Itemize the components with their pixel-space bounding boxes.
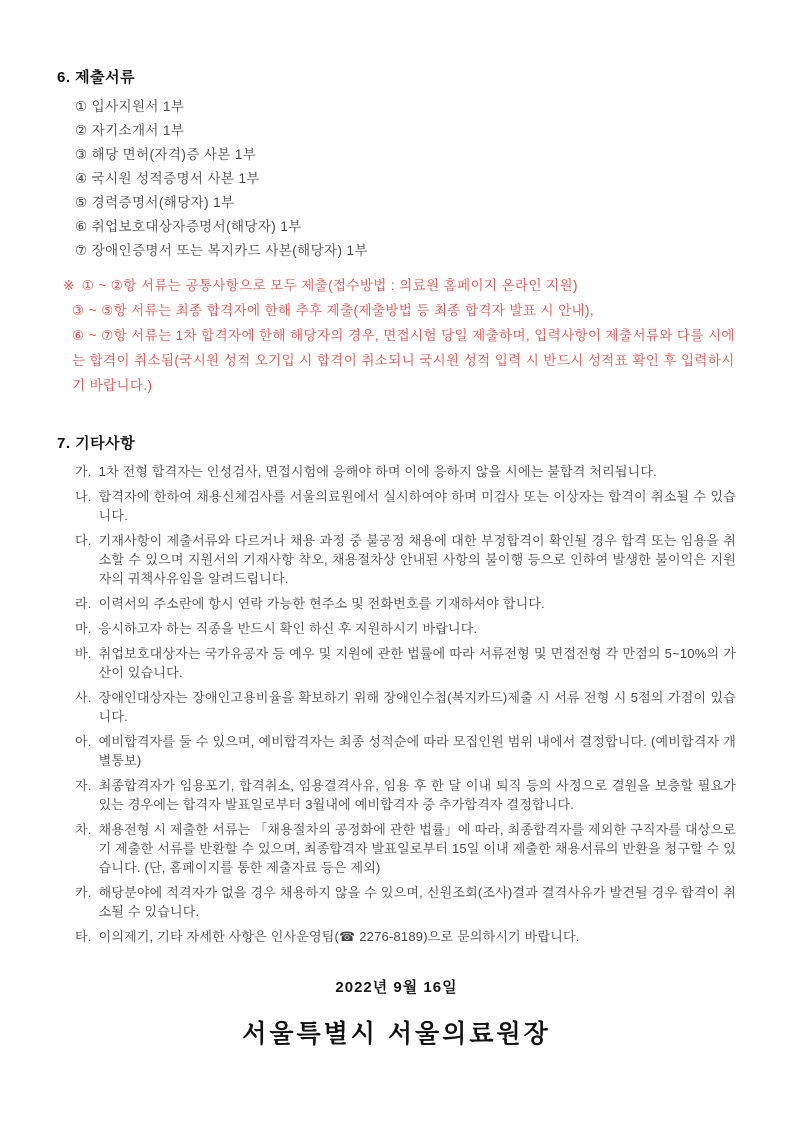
- item-label: 바.: [75, 646, 92, 661]
- reference-mark: ※: [63, 278, 75, 293]
- submission-document-item: ⑥ 취업보호대상자증명서(해당자) 1부: [75, 219, 302, 234]
- item-label: 차.: [75, 822, 92, 837]
- submission-document-item: ② 자기소개서 1부: [75, 123, 185, 138]
- item-text: 채용전형 시 제출한 서류는 「채용절차의 공정화에 관한 법률」에 따라, 최종합격자를 제외한 구직자를 대상으로 기 제출한 서류를 반환할 수 있으며, 최종합격자 발표일로부터 15일 이내 제출한 채용서류의 반환을 청구할 수 있습니다. (단, 홈페이지를 통한 제출자료 등은 제외): [98, 822, 736, 875]
- section-6-heading: 6. 제출서류: [57, 69, 136, 86]
- submission-document-item: ④ 국시원 성적증명서 사본 1부: [75, 171, 260, 186]
- item-label: 아.: [75, 734, 92, 749]
- item-text: 응시하고자 하는 직종을 반드시 확인 하신 후 지원하시기 바랍니다.: [98, 621, 478, 636]
- item-text: 이력서의 주소란에 항시 연락 가능한 현주소 및 전화번호를 기재하셔야 합니다.: [98, 596, 545, 611]
- other-matter-item: [75, 776, 736, 814]
- section-7-heading: 7. 기타사항: [57, 435, 136, 452]
- signatory-title: 서울특별시 서울의료원장: [242, 1020, 551, 1048]
- item-text: 최종합격자가 임용포기, 합격취소, 임용결격사유, 임용 후 한 달 이내 퇴직 등의 사정으로 결원을 보충할 필요가 있는 경우에는 합격자 발표일로부터 3월내에 예비합격자 중 추가합격자 결정합니다.: [98, 778, 736, 812]
- document-footer: [57, 976, 736, 1050]
- other-matter-item: [75, 594, 736, 613]
- submission-red-note: [63, 273, 735, 398]
- other-matters-list: [57, 462, 736, 946]
- item-text: 해당분야에 적격자가 없을 경우 채용하지 않을 수 있으며, 신원조회(조사)결과 결격사유가 발견될 경우 합격이 취소될 수 있습니다.: [98, 885, 736, 919]
- other-matter-item: [75, 644, 736, 682]
- item-text: 장애인대상자는 장애인고용비율을 확보하기 위해 장애인수첩(복지카드)제출 시 서류 전형 시 5점의 가점이 있습니다.: [98, 690, 736, 724]
- note-line: [63, 273, 735, 298]
- note-line: ⑥ ~ ⑦항 서류는 1차 합격자에 한해 해당자의 경우, 면접시험 당일 제출하며, 입력사항이 제출서류와 다를 시에는 합격이 취소됨(국시원 성적 오기입 시 합격이 취소되니 국시원 성적 입력 시 반드시 성적표 확인 후 입력하시기 바랍니다.): [72, 328, 735, 393]
- item-label: 마.: [75, 621, 92, 636]
- item-text: 이의제기, 기타 자세한 사항은 인사운영팀(☎ 2276-8189)으로 문의하시기 바랍니다.: [98, 929, 580, 944]
- other-matter-item: [75, 462, 736, 481]
- item-text: 취업보호대상자는 국가유공자 등 예우 및 지원에 관한 법률에 따라 서류전형 및 면접전형 각 만점의 5~10%의 가산이 있습니다.: [98, 646, 736, 680]
- other-matter-item: [75, 883, 736, 921]
- other-matter-item: [75, 531, 736, 588]
- item-label: 카.: [75, 885, 92, 900]
- other-matter-item: [75, 732, 736, 770]
- submission-document-item: ① 입사지원서 1부: [75, 99, 185, 114]
- section-submission-documents: [57, 66, 736, 398]
- item-text: 기재사항이 제출서류와 다르거나 채용 과정 중 불공정 채용에 대한 부정합격이 확인될 경우 합격 또는 임용을 취소할 수 있으며 지원서의 기재사항 착오, 채용절차상 안내된 사항의 불이행 등으로 인하여 발생한 불이익은 지원자의 귀책사유임을 알려드립니다.: [98, 533, 736, 586]
- other-matter-item: [75, 487, 736, 525]
- item-label: 다.: [75, 533, 92, 548]
- other-matter-item: [75, 688, 736, 726]
- submission-document-item: ⑦ 장애인증명서 또는 복지카드 사본(해당자) 1부: [75, 243, 368, 258]
- other-matter-item: [75, 820, 736, 877]
- submission-document-item: ⑤ 경력증명서(해당자) 1부: [75, 195, 235, 210]
- item-label: 라.: [75, 596, 92, 611]
- other-matter-item: [75, 927, 736, 946]
- item-text: 1차 전형 합격자는 인성검사, 면접시험에 응해야 하며 이에 응하지 않을 시에는 불합격 처리됩니다.: [98, 464, 657, 479]
- other-matter-item: [75, 619, 736, 638]
- document-date: 2022년 9월 16일: [335, 979, 458, 996]
- item-label: 사.: [75, 690, 92, 705]
- item-label: 자.: [75, 778, 92, 793]
- submission-documents-list: [57, 95, 736, 263]
- item-text: 예비합격자를 둘 수 있으며, 예비합격자는 최종 성적순에 따라 모집인원 범위 내에서 결정합니다. (예비합격자 개별통보): [98, 734, 736, 768]
- note-line: ③ ~ ⑤항 서류는 최종 합격자에 한해 추후 제출(제출방법 등 최종 합격자 발표 시 안내),: [72, 303, 595, 318]
- item-label: 나.: [75, 489, 92, 504]
- submission-document-item: ③ 해당 면허(자격)증 사본 1부: [75, 147, 257, 162]
- note-text: ① ~ ②항 서류는 공통사항으로 모두 제출(접수방법 : 의료원 홈페이지 온라인 지원): [81, 278, 578, 293]
- item-text: 합격자에 한하여 채용신체검사를 서울의료원에서 실시하여야 하며 미검사 또는 이상자는 합격이 취소될 수 있습니다.: [98, 489, 736, 523]
- item-label: 타.: [75, 929, 92, 944]
- item-label: 가.: [75, 464, 92, 479]
- section-other-matters: [57, 432, 736, 946]
